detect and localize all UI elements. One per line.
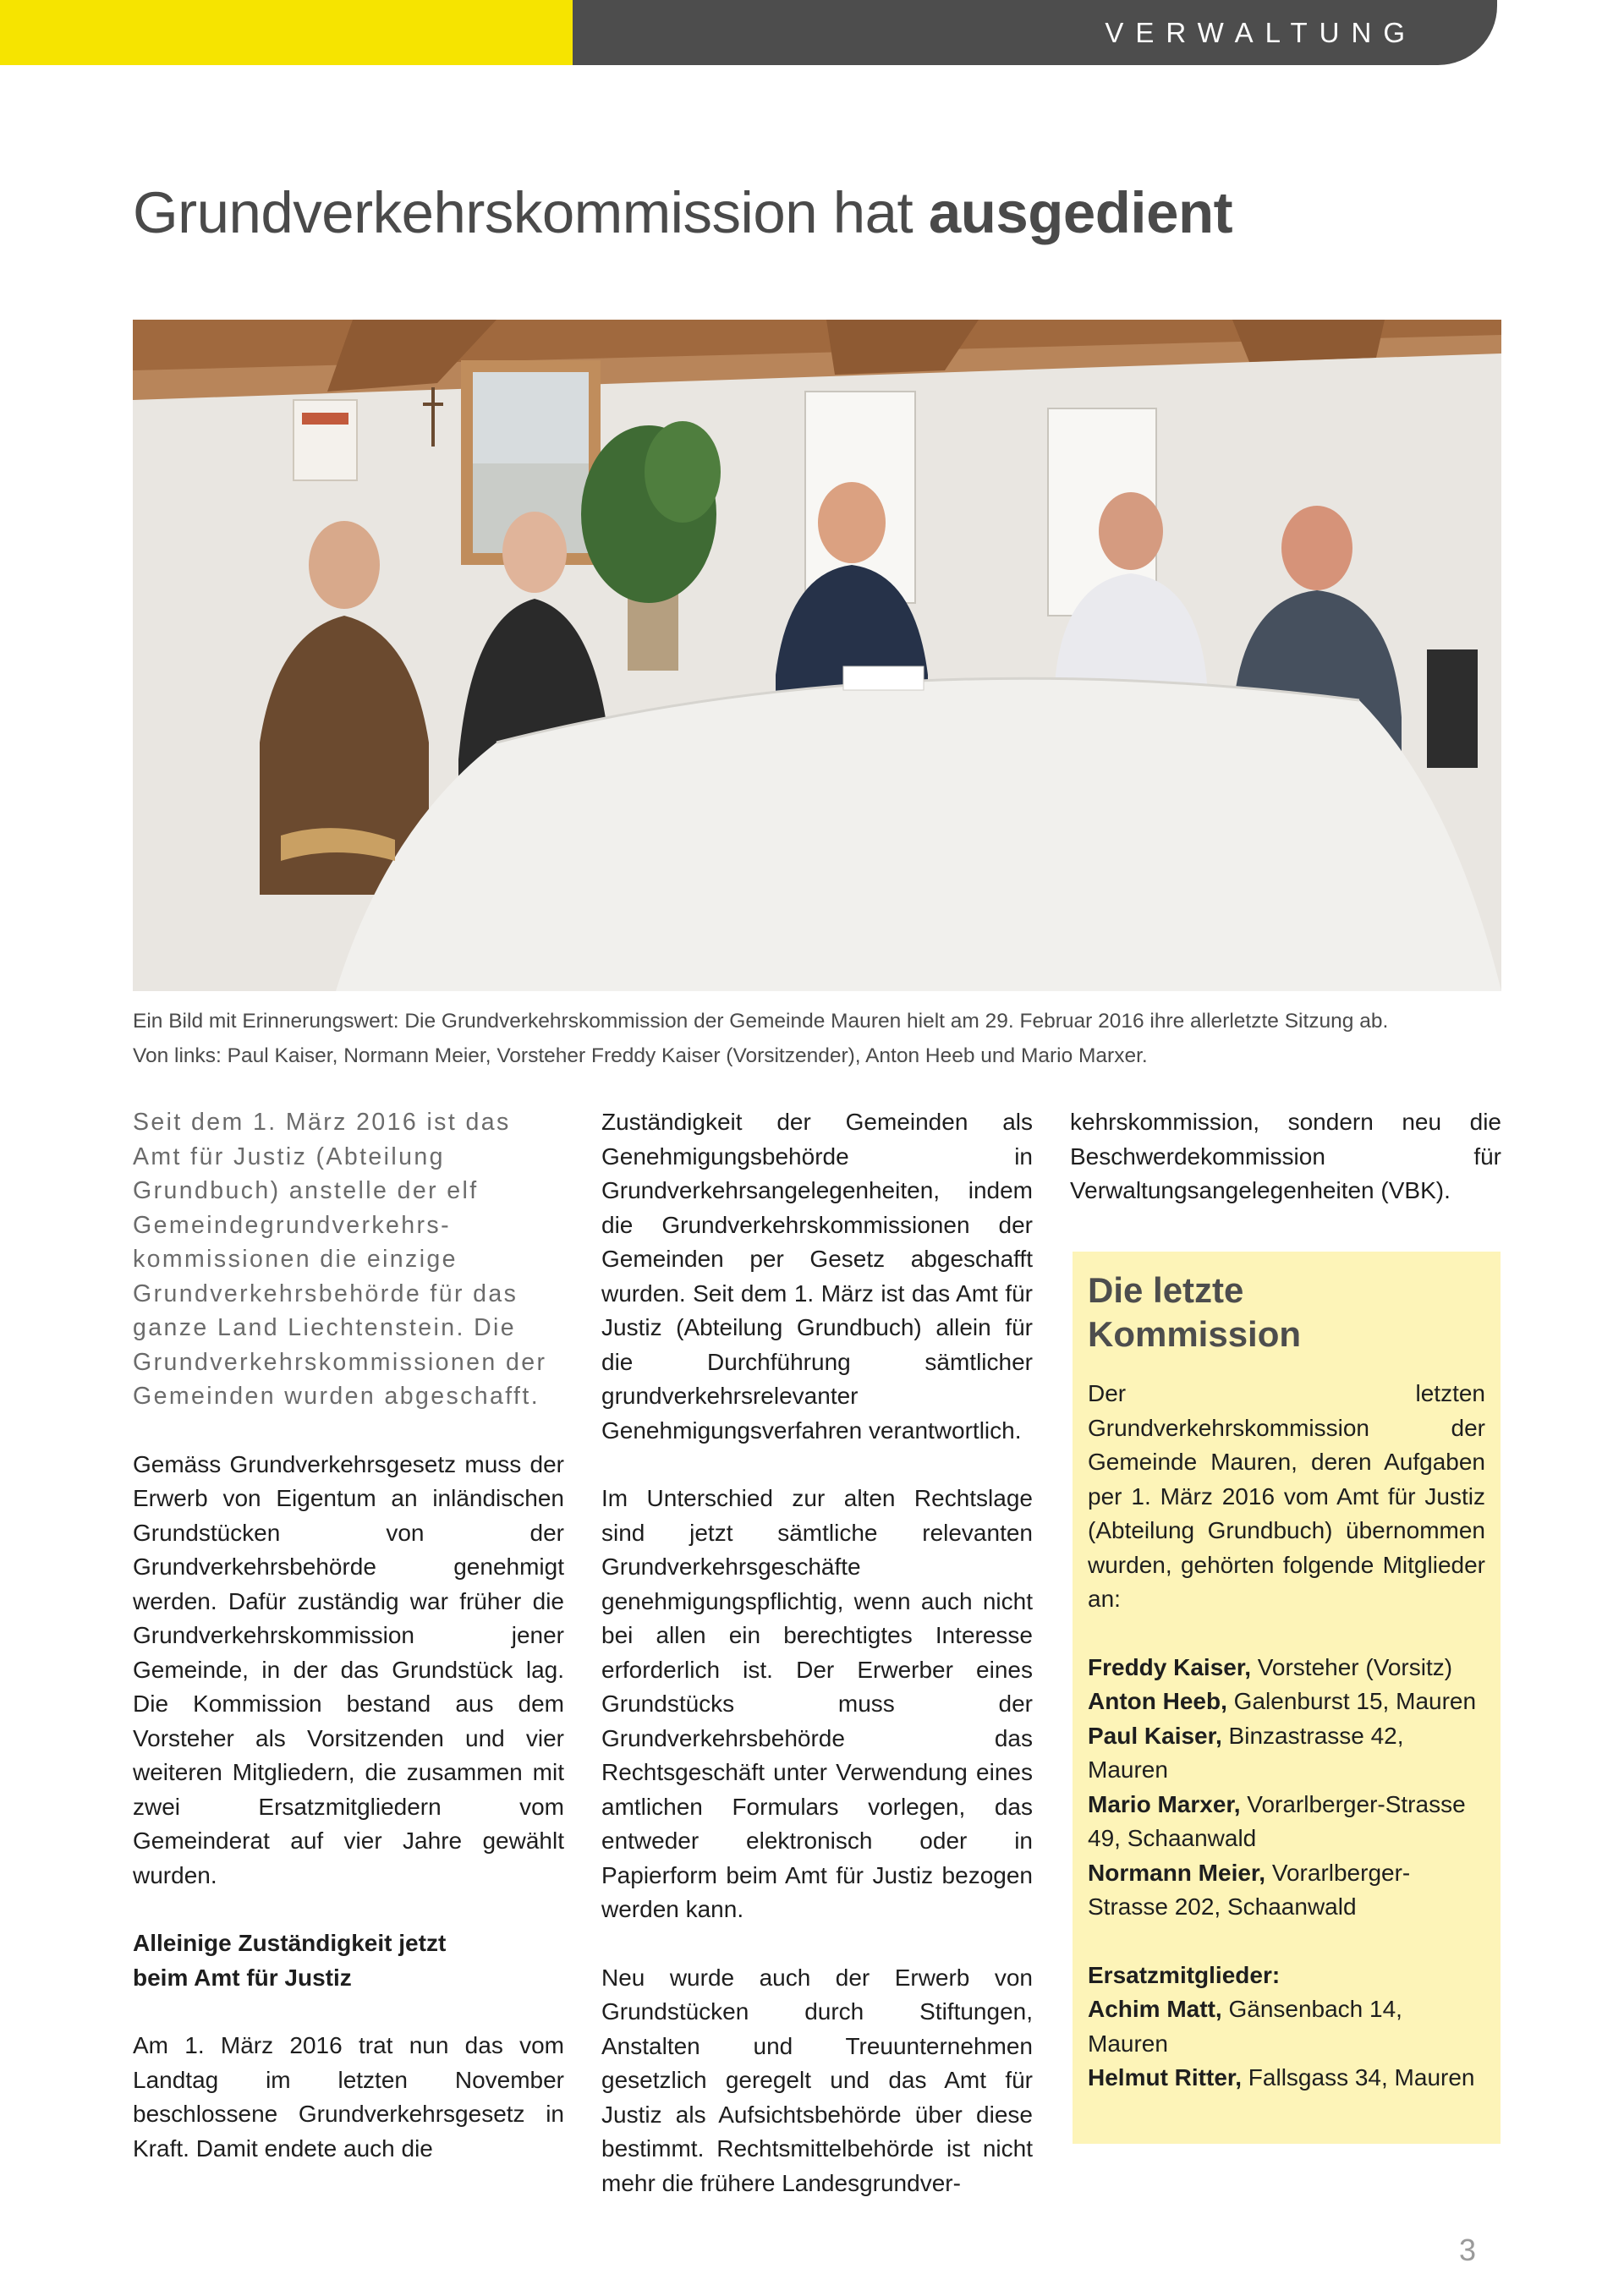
member-entry <box>1088 1788 1485 1856</box>
box-intro: Der letzten Grundverkehrskommission der Gemeinde Mauren, deren Aufgaben per 1. März 2016 vom Amt für Justiz (Abteilung Grundbuch) übernommen wurden, gehörten folgende Mitglieder an: <box>1088 1380 1485 1612</box>
header-accent-bar <box>0 0 573 65</box>
box-heading-line-1: Die letzte <box>1088 1270 1244 1310</box>
member-detail: Binzastrasse 42, Mauren <box>1088 1722 1404 1783</box>
body-paragraph: Neu wurde auch der Erwerb von Grundstücken durch Stiftungen, Anstalten und Treuunternehmen gesetzlich geregelt und das Amt für Justiz als Aufsichtsbehörde über diese bestimmt. Rechtsmittelbehörde ist nicht mehr die frühere Landesgrundver- <box>601 1964 1033 2196</box>
body-paragraph: Zuständigkeit der Gemeinden als Genehmigungsbehörde in Grundverkehrsangelegenheiten, indem die Grundverkehrskommissionen der Gemeinden per Gesetz abgeschafft wurden. Seit dem 1. März ist das Amt für Justiz (Abteilung Grundbuch) allein für die Durchführung sämtlicher grundverkehrsrelevanter Genehmigungsverfahren verantwortlich. <box>601 1109 1033 1444</box>
section-label: VERWALTUNG <box>1105 16 1417 48</box>
article-title <box>133 179 1232 246</box>
member-entry <box>1088 1856 1485 1925</box>
body-paragraph: kehrskommission, sondern neu die Beschwerdekommission für Verwaltungsangelegenheiten (VBK). <box>1070 1109 1501 1203</box>
member-name: Normann Meier, <box>1088 1859 1266 1886</box>
substitute-entry <box>1088 2061 1485 2096</box>
member-name: Achim Matt, <box>1088 1996 1222 2022</box>
lead-paragraph: Seit dem 1. März 2016 ist das Amt für Justiz (Abteilung Grundbuch) anstelle der elf Gemeindegrundverkehrs-kommissionen die einzige Grundverkehrsbehörde für das ganze Land Liechtenstein. Die Grundverkehrskommissionen der Gemeinden wurden abgeschafft. <box>133 1109 547 1410</box>
member-name: Freddy Kaiser, <box>1088 1653 1251 1680</box>
substitute-entry <box>1088 1992 1485 2061</box>
member-detail: Gänsenbach 14, Mauren <box>1088 1996 1402 2057</box>
article-column-3 <box>1070 1105 1501 1208</box>
subheading-line-1: Alleinige Zuständigkeit jetzt <box>133 1930 447 1956</box>
body-paragraph: Am 1. März 2016 trat nun das vom Landtag im letzten November beschlossene Grundverkehrsgesetz in Kraft. Damit endete auch die <box>133 2032 564 2162</box>
subheading <box>133 1926 564 1995</box>
member-entry <box>1088 1651 1485 1685</box>
member-name: Helmut Ritter, <box>1088 2064 1243 2091</box>
meeting-photo <box>133 320 1501 991</box>
member-name: Paul Kaiser, <box>1088 1722 1222 1749</box>
meeting-photo-illustration <box>133 320 1501 991</box>
caption-line-1: Ein Bild mit Erinnerungswert: Die Grundverkehrskommission der Gemeinde Mauren hielt am 29. Februar 2016 ihre allerletzte Sitzung ab. <box>133 1010 1389 1033</box>
member-detail: Vorarlberger-Strasse 202, Schaanwald <box>1088 1859 1411 1920</box>
photo-caption <box>133 1004 1501 1073</box>
substitutes-heading-text: Ersatzmitglieder: <box>1088 1961 1281 1988</box>
title-normal: Grundverkehrskommission hat <box>133 180 929 245</box>
subheading-line-2: beim Amt für Justiz <box>133 1964 352 1991</box>
caption-line-2: Von links: Paul Kaiser, Normann Meier, Vorsteher Freddy Kaiser (Vorsitzender), Anton Heeb und Mario Marxer. <box>133 1044 1148 1067</box>
body-paragraph: Im Unterschied zur alten Rechtslage sind jetzt sämtliche relevanten Grundverkehrsgeschäfte genehmigungspflichtig, wenn auch nicht bei allen ein berechtigtes Interesse erforderlich ist. Der Erwerber eines Grundstücks muss der Grundverkehrsbehörde das Rechtsgeschäft unter Verwendung eines amtlichen Formulars vorlegen, das entweder elektronisch oder in Papierform beim Amt für Justiz bezogen werden kann. <box>601 1485 1033 1922</box>
member-name: Mario Marxer, <box>1088 1790 1241 1817</box>
box-heading-line-2: Kommission <box>1088 1314 1302 1354</box>
article-column-2 <box>601 1105 1033 2200</box>
title-bold: ausgedient <box>928 180 1233 245</box>
member-detail: Galenburst 15, Mauren <box>1226 1688 1477 1714</box>
member-entry <box>1088 1719 1485 1788</box>
member-name: Anton Heeb, <box>1088 1688 1227 1714</box>
commission-info-box <box>1073 1252 1501 2144</box>
section-header-bar <box>573 0 1497 65</box>
member-detail: Fallsgass 34, Mauren <box>1242 2064 1475 2091</box>
box-heading <box>1088 1269 1485 1356</box>
article-column-1 <box>133 1105 564 2166</box>
member-detail: Vorsteher (Vorsitz) <box>1250 1653 1453 1680</box>
body-paragraph: Gemäss Grundverkehrsgesetz muss der Erwerb von Eigentum an inländischen Grundstücken von der Grundverkehrsbehörde genehmigt werden. Dafür zuständig war früher die Grundverkehrskommission jener Gemeinde, in der das Grundstück lag. Die Kommission bestand aus dem Vorsteher als Vorsitzenden und vier weiteren Mitgliedern, die zusammen mit zwei Ersatzmitgliedern vom Gemeinderat auf vier Jahre gewählt wurden. <box>133 1450 564 1888</box>
member-entry <box>1088 1685 1485 1719</box>
page-number: 3 <box>1459 2233 1477 2267</box>
member-detail: Vorarlberger-Strasse 49, Schaanwald <box>1088 1790 1466 1851</box>
substitutes-heading <box>1088 1959 1485 1993</box>
